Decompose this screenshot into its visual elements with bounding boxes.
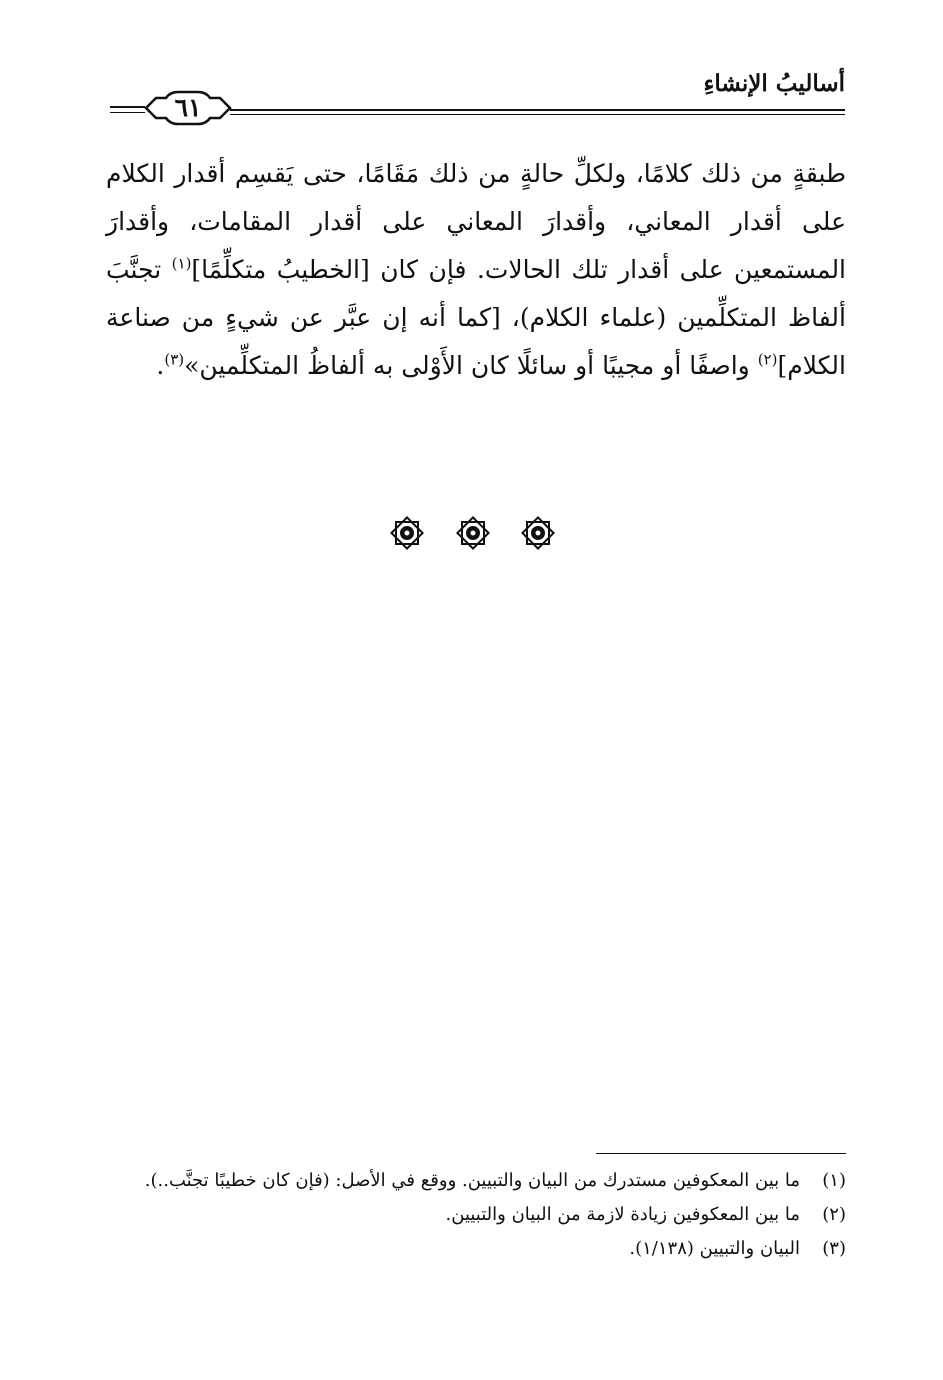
section-divider-ornaments (390, 515, 555, 551)
footnotes (106, 1164, 846, 1266)
ornament-rosette-icon (456, 516, 490, 550)
running-header-title: أساليبُ الإنشاءِ (703, 70, 845, 97)
ornament-rosette-icon (390, 516, 424, 550)
footnote-ref-3: (٣) (164, 350, 185, 369)
footnote-number: (١) (822, 1170, 846, 1191)
footnote-ref-2: (٢) (757, 350, 778, 369)
ornament-rosette-icon (521, 516, 555, 550)
footnote-text: ما بين المعكوفين مستدرك من البيان والتبيين. ووقع في الأصل: (فإن كان خطيبًا تجنَّب..). (144, 1170, 800, 1191)
footnote-number: (٢) (822, 1204, 846, 1225)
footnote-item (106, 1198, 846, 1232)
body-text-main: طبقةٍ من ذلك كلامًا، ولكلِّ حالةٍ من ذلك مَقَامًا، حتى يَقسِم أقدار الكلام على أقدار المعاني، وأقدارَ المعاني على أقدار المقامات، وأقدارَ المستمعين على أقدار تلك الحالات. فإن كان [الخطيبُ متكلِّمًا] (106, 159, 847, 284)
footnote-item (106, 1232, 846, 1266)
footnote-number: (٣) (822, 1238, 846, 1259)
footnote-text: ما بين المعكوفين زيادة لازمة من البيان والتبيين. (445, 1204, 800, 1225)
header-rule-left-thin (110, 112, 145, 113)
body-text-end: واصفًا أو مجيبًا أو سائلًا كان الأَوْلى به ألفاظُ المتكلِّمين» (184, 351, 758, 380)
header-rule-left (110, 106, 145, 108)
body-text-close: . (156, 351, 165, 380)
footnote-ref-1: (١) (171, 254, 192, 273)
footnote-item (106, 1164, 846, 1198)
body-paragraph (106, 150, 846, 390)
footnote-separator (596, 1153, 846, 1154)
header-rule (230, 109, 845, 111)
header-rule-thin (230, 114, 845, 115)
body-text-mid: تجنَّبَ ألفاظ المتكلِّمين (علماء الكلام)، [كما أنه إن عبَّر عن شيءٍ من صناعة الكلام] (106, 255, 846, 380)
page-number: ٦١ (174, 93, 202, 122)
footnote-text: البيان والتبيين (١/١٣٨). (629, 1238, 800, 1259)
